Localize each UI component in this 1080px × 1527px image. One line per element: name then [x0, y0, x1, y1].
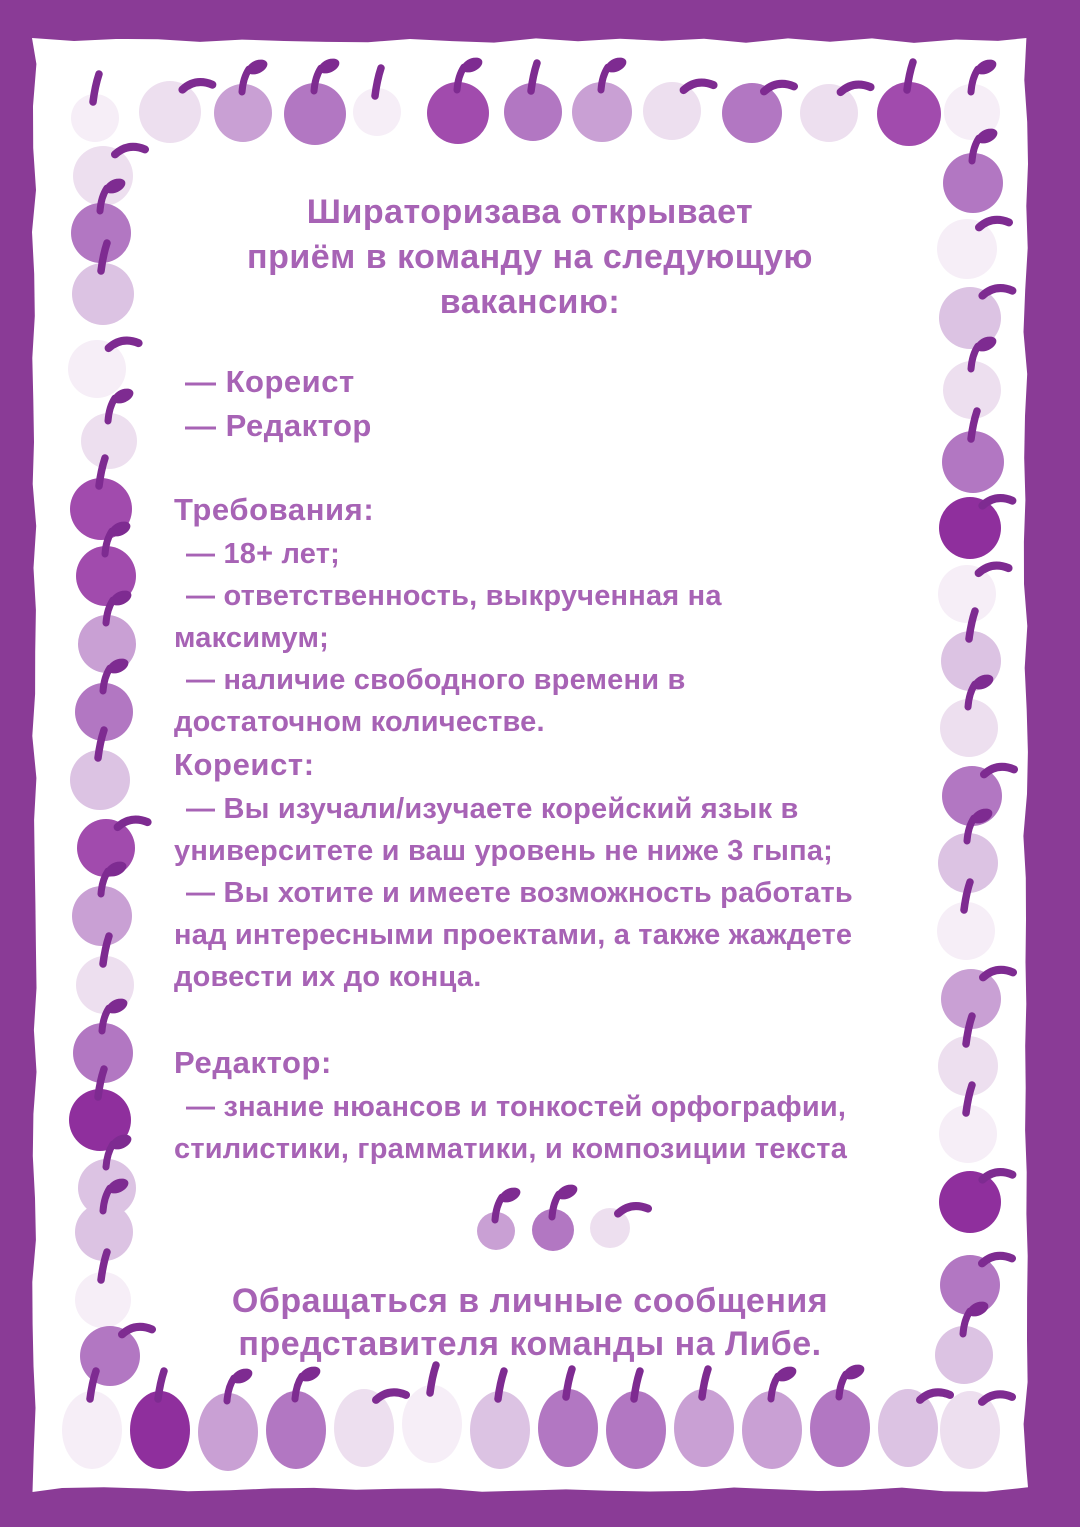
page-title — [32, 190, 1028, 325]
contact-note — [32, 1280, 1028, 1366]
section-heading: Требования: — [174, 492, 375, 527]
section-item: — 18+ лет; — [186, 538, 340, 570]
section-requirements — [174, 487, 874, 743]
section-item: — Вы хотите и имеете возможность работать над интересными проектами, а также жаждете довести их до конца. — [174, 877, 853, 993]
section-koreist — [174, 742, 874, 998]
section-item: — Вы изучали/изучаете корейский язык в университете и ваш уровень не ниже 3 гыпа; — [174, 793, 834, 867]
title-line: приём в команду на следующую — [247, 238, 813, 276]
section-item: — ответственность, выкрученная на максимум; — [174, 580, 722, 654]
vacancy-item: — Кореист — [185, 364, 355, 399]
section-item: — наличие свободного времени в достаточном количестве. — [174, 664, 686, 738]
poster-content — [32, 38, 1028, 1492]
contact-note-line: представителя команды на Либе. — [238, 1325, 822, 1363]
vacancy-item: — Редактор — [185, 408, 372, 443]
section-item: — знание нюансов и тонкостей орфографии, стилистики, грамматики, и композиции текста — [174, 1091, 848, 1165]
vacancy-list — [185, 360, 372, 448]
title-line: Шираторизава открывает — [306, 193, 754, 231]
title-line: вакансию: — [439, 283, 621, 321]
section-heading: Редактор: — [174, 1045, 332, 1080]
contact-note-line: Обращаться в личные сообщения — [231, 1282, 829, 1320]
section-editor — [174, 1040, 874, 1170]
section-heading: Кореист: — [174, 747, 315, 782]
